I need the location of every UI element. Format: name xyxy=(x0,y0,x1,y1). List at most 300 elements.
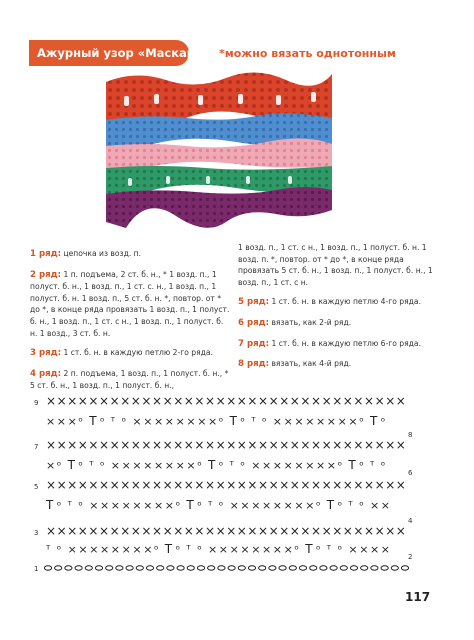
single-crochet-symbol: × xyxy=(121,543,131,556)
single-crochet-symbol: × xyxy=(236,394,247,408)
chain-stitch-symbol xyxy=(95,566,102,570)
single-crochet-symbol: × xyxy=(162,524,173,538)
chain-stitch-symbol xyxy=(310,566,317,570)
single-crochet-symbol: × xyxy=(205,524,216,538)
row-3-instruction xyxy=(30,347,232,360)
chain-symbol: ᵒ xyxy=(175,543,181,556)
single-crochet-symbol: × xyxy=(240,499,250,512)
page-number: 117 xyxy=(405,590,431,604)
single-crochet-symbol: × xyxy=(364,438,375,452)
double-crochet-symbol: ᵀ xyxy=(348,499,353,512)
double-crochet-symbol: T xyxy=(164,542,173,556)
single-crochet-symbol: × xyxy=(109,394,120,408)
single-crochet-symbol: × xyxy=(272,415,283,428)
row-number-7: 7 xyxy=(34,443,39,451)
single-crochet-symbol: × xyxy=(132,415,142,428)
chain-symbol: ᵒ xyxy=(218,459,224,472)
single-crochet-symbol: × xyxy=(205,478,216,492)
double-crochet-symbol: T xyxy=(67,458,75,472)
chain-stitch-symbol xyxy=(259,566,266,570)
row-text: 2 п. подъема, 1 возд. п., 1 полуст. б. н., * 5 ст. б. н., 1 возд. п., 1 полуст. б. н., xyxy=(30,368,229,391)
chain-symbol: ᵒ xyxy=(240,459,245,472)
single-crochet-symbol: × xyxy=(300,478,311,492)
single-crochet-symbol: × xyxy=(353,478,364,492)
chain-symbol: ᵒ xyxy=(78,499,83,512)
chain-symbol: ᵒ xyxy=(121,415,127,428)
chain-stitch-symbol xyxy=(299,566,306,570)
chain-stitch-symbol xyxy=(320,566,327,570)
single-crochet-symbol: × xyxy=(88,438,99,452)
chain-stitch-symbol xyxy=(208,566,215,570)
single-crochet-symbol: × xyxy=(46,438,57,452)
single-crochet-symbol: × xyxy=(141,524,152,538)
single-crochet-symbol: × xyxy=(99,394,110,408)
row-1-instruction xyxy=(30,248,232,261)
row-number-5: 5 xyxy=(34,483,39,491)
chain-symbol: ᵒ xyxy=(359,415,364,428)
double-crochet-symbol: T xyxy=(348,458,356,472)
chain-symbol: ᵒ xyxy=(337,459,343,472)
single-crochet-symbol: × xyxy=(130,478,141,492)
single-crochet-symbol: × xyxy=(56,478,67,492)
single-crochet-symbol: × xyxy=(154,415,164,428)
single-crochet-symbol: × xyxy=(289,524,300,538)
chain-stitch-symbol xyxy=(197,566,204,570)
single-crochet-symbol: × xyxy=(143,543,153,556)
single-crochet-symbol: × xyxy=(283,499,293,512)
single-crochet-symbol: × xyxy=(294,499,304,512)
single-crochet-symbol: × xyxy=(121,499,131,512)
chain-symbol: ᵒ xyxy=(175,499,181,512)
double-crochet-symbol: ᵀ xyxy=(186,543,191,556)
row-label: 7 ряд: xyxy=(238,338,270,349)
chain-stitch-symbol xyxy=(381,566,388,570)
single-crochet-symbol: × xyxy=(120,394,131,408)
single-crochet-symbol: × xyxy=(164,499,175,512)
row-label: 5 ряд: xyxy=(238,297,270,308)
single-crochet-symbol: × xyxy=(226,438,237,452)
single-crochet-symbol: × xyxy=(364,524,375,538)
row-text: 1 ст. б. н. в каждую петлю 4-го ряда. xyxy=(271,297,421,307)
single-crochet-symbol: × xyxy=(321,438,332,452)
single-crochet-symbol: × xyxy=(247,478,258,492)
single-crochet-symbol: × xyxy=(321,478,332,492)
double-crochet-symbol: ᵀ xyxy=(326,543,332,556)
crochet-chart-diagram xyxy=(30,393,440,573)
single-crochet-symbol: × xyxy=(283,543,293,556)
single-crochet-symbol: × xyxy=(236,478,247,492)
single-crochet-symbol: × xyxy=(183,438,194,452)
single-crochet-symbol: × xyxy=(385,394,396,408)
double-crochet-symbol: ᵀ xyxy=(67,499,72,512)
single-crochet-symbol: × xyxy=(130,438,141,452)
single-crochet-symbol: × xyxy=(110,543,121,556)
chain-stitch-symbol xyxy=(106,566,113,570)
single-crochet-symbol: × xyxy=(229,499,239,512)
chain-stitch-symbol xyxy=(65,566,72,570)
single-crochet-symbol: × xyxy=(208,543,218,556)
single-crochet-symbol: × xyxy=(374,394,385,408)
chain-symbol: ᵒ xyxy=(56,499,62,512)
chain-symbol: ᵒ xyxy=(316,499,321,512)
double-crochet-symbol: T xyxy=(208,458,216,472)
row-4-continuation: 1 возд. п., 1 ст. с н., 1 возд. п., 1 полуст. б. н. 1 возд. п. *, повтор. от * до *, в конце ряда провязать 5 ст. б. н., 1 возд. п., 1 полуст. б. н., 1 возд. п., 1 ст. с н. xyxy=(238,243,433,287)
single-crochet-symbol: × xyxy=(236,438,247,452)
row-label: 8 ряд: xyxy=(238,359,270,370)
single-crochet-symbol: × xyxy=(342,524,353,538)
chain-stitch-symbol xyxy=(238,566,245,570)
single-crochet-symbol: × xyxy=(120,524,131,538)
single-crochet-symbol: × xyxy=(348,543,358,556)
single-crochet-symbol: × xyxy=(337,415,347,428)
single-crochet-symbol: × xyxy=(262,459,272,472)
section-title: Ажурный узор «Маскарад» xyxy=(29,40,189,66)
single-crochet-symbol: × xyxy=(67,524,78,538)
chain-stitch-symbol xyxy=(85,566,92,570)
row-number-9: 9 xyxy=(34,399,39,407)
row-label: 2 ряд: xyxy=(30,269,62,280)
single-crochet-symbol: × xyxy=(258,394,269,408)
single-crochet-symbol: × xyxy=(205,394,216,408)
row-number-1: 1 xyxy=(34,565,39,573)
single-crochet-symbol: × xyxy=(305,459,315,472)
single-crochet-symbol: × xyxy=(109,524,120,538)
chain-stitch-symbol xyxy=(146,566,153,570)
double-crochet-symbol: T xyxy=(46,498,54,512)
single-crochet-symbol: × xyxy=(251,499,261,512)
single-crochet-symbol: × xyxy=(226,478,237,492)
single-crochet-symbol: × xyxy=(132,499,142,512)
single-crochet-symbol: × xyxy=(251,459,261,472)
single-crochet-symbol: × xyxy=(88,524,99,538)
chain-symbol: ᵒ xyxy=(262,415,267,428)
single-crochet-symbol: × xyxy=(218,543,229,556)
chain-stitch-symbol xyxy=(350,566,357,570)
chain-stitch-symbol xyxy=(340,566,347,570)
single-crochet-symbol: × xyxy=(100,543,110,556)
single-crochet-symbol: × xyxy=(353,524,364,538)
single-crochet-symbol: × xyxy=(110,459,121,472)
single-crochet-symbol: × xyxy=(300,438,311,452)
single-crochet-symbol: × xyxy=(385,478,396,492)
single-crochet-symbol: × xyxy=(300,394,311,408)
single-crochet-symbol: × xyxy=(67,543,77,556)
double-crochet-symbol: ᵀ xyxy=(370,459,375,472)
single-crochet-symbol: × xyxy=(77,524,88,538)
chain-symbol: ᵒ xyxy=(56,459,62,472)
chain-symbol: ᵒ xyxy=(100,459,105,472)
single-crochet-symbol: × xyxy=(332,524,343,538)
single-crochet-symbol: × xyxy=(380,499,391,512)
chain-stitch-symbol xyxy=(330,566,337,570)
single-crochet-symbol: × xyxy=(294,415,304,428)
single-crochet-symbol: × xyxy=(226,524,237,538)
double-crochet-symbol: ᵀ xyxy=(46,543,51,556)
single-crochet-symbol: × xyxy=(247,394,258,408)
chain-symbol: ᵒ xyxy=(78,459,83,472)
single-crochet-symbol: × xyxy=(311,478,322,492)
single-crochet-symbol: × xyxy=(152,438,163,452)
double-crochet-symbol: T xyxy=(186,498,194,512)
chain-stitch-symbol xyxy=(136,566,143,570)
chain-symbol: ᵒ xyxy=(197,543,202,556)
single-crochet-symbol: × xyxy=(289,394,300,408)
single-crochet-symbol: × xyxy=(152,478,163,492)
chain-symbol: ᵒ xyxy=(380,415,386,428)
single-crochet-symbol: × xyxy=(240,543,250,556)
row-text: 1 п. подъема, 2 ст. б. н., * 1 возд. п., 1 полуст. б. н., 1 возд. п., 1 ст. с. н., 1 возд. п., 1 полуст. б. н. 1 возд. п., 5 ст. б. н. *, повтор. от * до *, в конце ряда провязать 1 возд. п., 1 полуст. б. н., 1 возд. п., 1 ст. с н., 1 возд. п., 1 полуст. б. н. 1 возд., 3 ст. б. н. xyxy=(30,269,230,338)
row-5-instruction xyxy=(238,296,438,309)
single-crochet-symbol: × xyxy=(120,478,131,492)
single-crochet-symbol: × xyxy=(194,478,205,492)
row-number-3: 3 xyxy=(34,529,39,537)
single-crochet-symbol: × xyxy=(385,524,396,538)
single-crochet-symbol: × xyxy=(364,394,375,408)
chain-stitch-symbol xyxy=(187,566,194,570)
chain-stitch-symbol xyxy=(177,566,184,570)
single-crochet-symbol: × xyxy=(120,438,131,452)
chain-symbol: ᵒ xyxy=(294,543,299,556)
single-crochet-symbol: × xyxy=(77,394,88,408)
chain-symbol: ᵒ xyxy=(337,499,343,512)
row-7-instruction xyxy=(238,338,438,351)
single-crochet-symbol: × xyxy=(305,499,315,512)
double-crochet-symbol: T xyxy=(326,498,335,512)
chain-stitch-symbol xyxy=(401,566,408,570)
single-crochet-symbol: × xyxy=(109,438,120,452)
single-crochet-symbol: × xyxy=(173,478,184,492)
single-crochet-symbol: × xyxy=(162,478,173,492)
single-crochet-symbol: × xyxy=(99,478,110,492)
single-crochet-symbol: × xyxy=(132,459,142,472)
single-crochet-symbol: × xyxy=(143,499,153,512)
single-crochet-symbol: × xyxy=(194,524,205,538)
single-crochet-symbol: × xyxy=(121,459,131,472)
single-crochet-symbol: × xyxy=(268,438,279,452)
single-crochet-symbol: × xyxy=(370,499,380,512)
single-crochet-symbol: × xyxy=(395,478,406,492)
double-crochet-symbol: T xyxy=(370,414,378,428)
single-crochet-symbol: × xyxy=(46,415,56,428)
single-crochet-symbol: × xyxy=(385,438,396,452)
single-crochet-symbol: × xyxy=(77,478,88,492)
chain-symbol: ᵒ xyxy=(197,459,202,472)
chain-stitch-symbol xyxy=(157,566,164,570)
double-crochet-symbol: ᵀ xyxy=(89,459,94,472)
single-crochet-symbol: × xyxy=(226,394,237,408)
single-crochet-symbol: × xyxy=(374,478,385,492)
chain-symbol: ᵒ xyxy=(380,459,386,472)
single-crochet-symbol: × xyxy=(359,543,369,556)
row-number-4: 4 xyxy=(408,517,413,525)
single-crochet-symbol: × xyxy=(194,438,205,452)
single-crochet-symbol: × xyxy=(67,478,78,492)
single-crochet-symbol: × xyxy=(46,459,56,472)
single-crochet-symbol: × xyxy=(370,543,380,556)
single-crochet-symbol: × xyxy=(215,394,226,408)
double-crochet-symbol: T xyxy=(89,414,97,428)
single-crochet-symbol: × xyxy=(154,499,164,512)
single-crochet-symbol: × xyxy=(46,394,57,408)
single-crochet-symbol: × xyxy=(152,524,163,538)
single-crochet-symbol: × xyxy=(364,478,375,492)
single-crochet-symbol: × xyxy=(215,524,226,538)
chain-stitch-symbol xyxy=(289,566,296,570)
single-crochet-symbol: × xyxy=(89,543,99,556)
row-text: цепочка из возд. п. xyxy=(63,249,142,258)
chain-symbol: ᵒ xyxy=(316,543,321,556)
single-crochet-symbol: × xyxy=(183,524,194,538)
chain-symbol: ᵒ xyxy=(154,543,159,556)
single-crochet-symbol: × xyxy=(186,459,196,472)
single-crochet-symbol: × xyxy=(321,524,332,538)
single-crochet-symbol: × xyxy=(164,459,175,472)
chain-symbol: ᵒ xyxy=(359,459,364,472)
single-crochet-symbol: × xyxy=(236,524,247,538)
single-crochet-symbol: × xyxy=(258,524,269,538)
single-crochet-symbol: × xyxy=(88,478,99,492)
row-number-6: 6 xyxy=(408,469,413,477)
single-crochet-symbol: × xyxy=(348,415,358,428)
single-crochet-symbol: × xyxy=(332,478,343,492)
single-crochet-symbol: × xyxy=(143,459,153,472)
single-crochet-symbol: × xyxy=(175,459,185,472)
single-crochet-symbol: × xyxy=(316,415,326,428)
chain-stitch-symbol xyxy=(218,566,225,570)
single-crochet-symbol: × xyxy=(215,438,226,452)
instructions-left-column xyxy=(30,248,232,400)
row-text: 1 ст. б. н. в каждую петлю 6-го ряда. xyxy=(271,338,421,348)
single-crochet-symbol: × xyxy=(279,394,290,408)
single-crochet-symbol: × xyxy=(311,524,322,538)
single-crochet-symbol: × xyxy=(272,459,283,472)
single-crochet-symbol: × xyxy=(279,524,290,538)
row-8-instruction xyxy=(238,358,438,371)
single-crochet-symbol: × xyxy=(186,415,196,428)
single-crochet-symbol: × xyxy=(56,394,67,408)
double-crochet-symbol: T xyxy=(305,542,313,556)
single-crochet-symbol: × xyxy=(395,394,406,408)
single-crochet-symbol: × xyxy=(342,478,353,492)
single-crochet-symbol: × xyxy=(109,478,120,492)
single-crochet-symbol: × xyxy=(353,394,364,408)
single-crochet-symbol: × xyxy=(321,394,332,408)
single-crochet-symbol: × xyxy=(99,438,110,452)
single-crochet-symbol: × xyxy=(46,478,57,492)
single-crochet-symbol: × xyxy=(332,438,343,452)
row-label: 6 ряд: xyxy=(238,317,270,328)
chain-stitch-symbol xyxy=(167,566,174,570)
single-crochet-symbol: × xyxy=(154,459,164,472)
single-crochet-symbol: × xyxy=(56,438,67,452)
double-crochet-symbol: ᵀ xyxy=(110,415,116,428)
single-crochet-symbol: × xyxy=(89,499,99,512)
single-crochet-symbol: × xyxy=(77,438,88,452)
single-crochet-symbol: × xyxy=(326,415,337,428)
row-text: 1 ст. б. н. в каждую петлю 2-го ряда. xyxy=(63,348,213,358)
row-label: 4 ряд: xyxy=(30,368,62,379)
single-crochet-symbol: × xyxy=(141,394,152,408)
chain-symbol: ᵒ xyxy=(56,543,62,556)
single-crochet-symbol: × xyxy=(374,438,385,452)
single-crochet-symbol: × xyxy=(173,438,184,452)
single-crochet-symbol: × xyxy=(132,543,142,556)
instructions-right-column xyxy=(238,242,438,379)
single-crochet-symbol: × xyxy=(130,394,141,408)
single-crochet-symbol: × xyxy=(46,524,57,538)
single-crochet-symbol: × xyxy=(258,478,269,492)
single-crochet-symbol: × xyxy=(164,415,175,428)
chain-symbol: ᵒ xyxy=(197,499,202,512)
single-crochet-symbol: × xyxy=(205,438,216,452)
chain-symbol: ᵒ xyxy=(359,499,364,512)
row-number-8: 8 xyxy=(408,431,413,439)
chain-symbol: ᵒ xyxy=(240,415,245,428)
single-crochet-symbol: × xyxy=(395,438,406,452)
single-crochet-symbol: × xyxy=(305,415,315,428)
single-crochet-symbol: × xyxy=(143,415,153,428)
single-crochet-symbol: × xyxy=(141,438,152,452)
single-crochet-symbol: × xyxy=(194,394,205,408)
chain-stitch-symbol xyxy=(279,566,286,570)
single-crochet-symbol: × xyxy=(272,499,283,512)
single-crochet-symbol: × xyxy=(342,394,353,408)
row-label: 1 ряд: xyxy=(30,249,62,259)
chain-stitch-symbol xyxy=(228,566,235,570)
single-crochet-symbol: × xyxy=(258,438,269,452)
single-crochet-symbol: × xyxy=(152,394,163,408)
single-crochet-symbol: × xyxy=(99,524,110,538)
single-crochet-symbol: × xyxy=(175,415,185,428)
single-crochet-symbol: × xyxy=(247,438,258,452)
row-text: вязать, как 4-й ряд. xyxy=(271,359,352,369)
single-crochet-symbol: × xyxy=(130,524,141,538)
single-crochet-symbol: × xyxy=(67,415,77,428)
chain-stitch-symbol xyxy=(361,566,368,570)
single-crochet-symbol: × xyxy=(283,415,293,428)
single-crochet-symbol: × xyxy=(332,394,343,408)
single-crochet-symbol: × xyxy=(279,478,290,492)
single-crochet-symbol: × xyxy=(208,415,218,428)
row-2-instruction xyxy=(30,269,232,340)
chain-stitch-symbol xyxy=(55,566,62,570)
double-crochet-symbol: ᵀ xyxy=(208,499,213,512)
single-crochet-symbol: × xyxy=(56,415,67,428)
single-crochet-symbol: × xyxy=(141,478,152,492)
double-crochet-symbol: ᵀ xyxy=(229,459,234,472)
chain-symbol: ᵒ xyxy=(218,415,224,428)
chain-stitch-symbol xyxy=(116,566,123,570)
single-crochet-symbol: × xyxy=(173,524,184,538)
chain-stitch-symbol xyxy=(44,566,51,570)
single-crochet-symbol: × xyxy=(67,438,78,452)
chain-stitch-symbol xyxy=(371,566,378,570)
single-crochet-symbol: × xyxy=(279,438,290,452)
chain-symbol: ᵒ xyxy=(218,499,224,512)
chain-stitch-symbol xyxy=(269,566,276,570)
single-crochet-symbol: × xyxy=(311,438,322,452)
row-label: 3 ряд: xyxy=(30,348,62,359)
single-crochet-symbol: × xyxy=(311,394,322,408)
single-crochet-symbol: × xyxy=(268,524,279,538)
single-crochet-symbol: × xyxy=(289,478,300,492)
chain-stitch-symbol xyxy=(126,566,133,570)
single-crochet-symbol: × xyxy=(262,543,272,556)
single-crochet-symbol: × xyxy=(183,478,194,492)
single-crochet-symbol: × xyxy=(183,394,194,408)
single-crochet-symbol: × xyxy=(78,543,88,556)
single-crochet-symbol: × xyxy=(326,459,337,472)
